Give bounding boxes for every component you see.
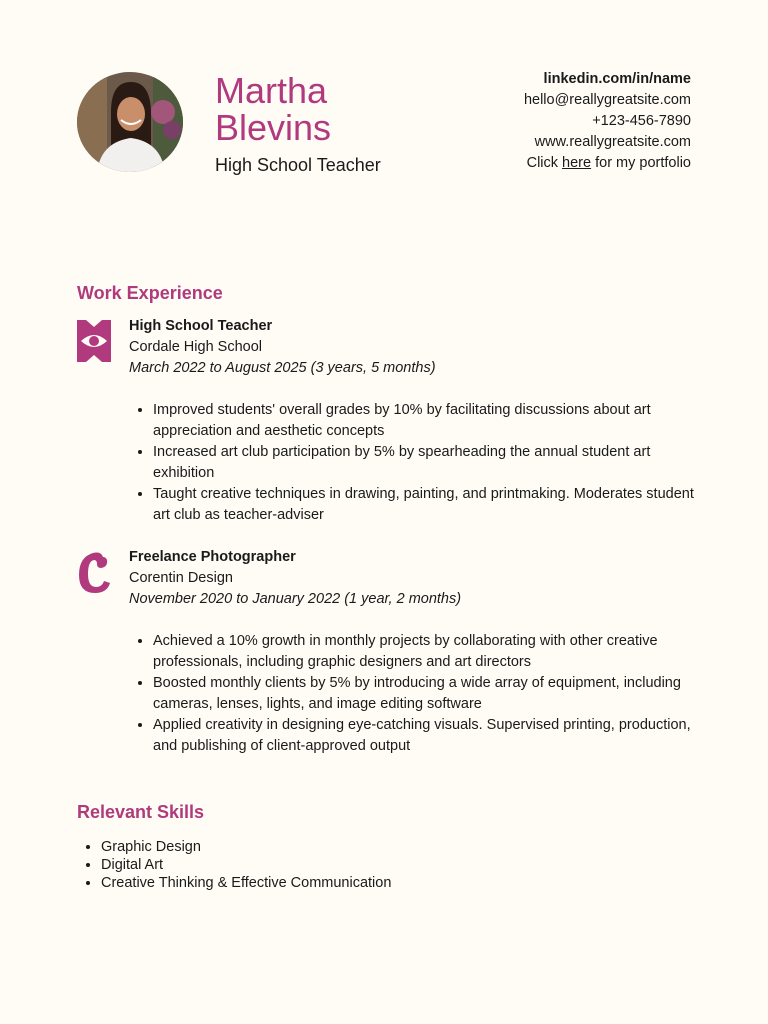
job-bullets	[129, 400, 713, 526]
portfolio-suffix: for my portfolio	[591, 155, 691, 171]
list-item: • Creative Thinking & Effective Communication	[101, 874, 391, 892]
design-logo-icon	[77, 551, 111, 593]
job-dates: November 2020 to January 2022 (1 year, 2 months)	[129, 591, 462, 607]
list-item: • Achieved a 10% growth in monthly projects by collaborating with other creative professionals, including graphic designers and art directors	[153, 631, 713, 673]
linkedin-link[interactable]: linkedin.com/in/name	[543, 71, 691, 87]
relevant-skills-heading: Relevant Skills	[77, 802, 205, 822]
website-link[interactable]: www.reallygreatsite.com	[534, 134, 691, 150]
list-item: • Taught creative techniques in drawing, painting, and printmaking. Moderates student art club as teacher-adviser	[153, 484, 713, 526]
work-experience-heading: Work Experience	[77, 283, 223, 303]
phone-number: +123-456-7890	[592, 113, 691, 129]
first-name: Martha	[215, 70, 328, 111]
list-item: • Digital Art	[101, 856, 391, 874]
list-item: • Improved students' overall grades by 10% by facilitating discussions about art appreciation and aesthetic concepts	[153, 400, 713, 442]
role-subtitle: High School Teacher	[215, 155, 381, 175]
name-heading	[215, 72, 465, 146]
list-item: • Applied creativity in designing eye-catching visuals. Supervised printing, production, and publishing of client-approved output	[153, 715, 713, 757]
portfolio-line	[524, 153, 691, 174]
list-item: • Boosted monthly clients by 5% by introducing a wide array of equipment, including cameras, lenses, lights, and image editing software	[153, 673, 713, 715]
job-company: Cordale High School	[129, 339, 262, 355]
last-name: Blevins	[215, 107, 332, 148]
school-logo-icon	[77, 320, 111, 362]
profile-photo	[77, 72, 183, 172]
job-title: High School Teacher	[129, 318, 273, 334]
portfolio-prefix: Click	[526, 155, 563, 171]
portfolio-link[interactable]: here	[562, 155, 592, 171]
skills-list	[77, 838, 391, 892]
job-title: Freelance Photographer	[129, 549, 296, 565]
job-dates: March 2022 to August 2025 (3 years, 5 months)	[129, 360, 436, 376]
list-item: • Graphic Design	[101, 838, 391, 856]
job-bullets	[129, 631, 713, 757]
job-company: Corentin Design	[129, 570, 233, 586]
email-link[interactable]: hello@reallygreatsite.com	[523, 92, 691, 108]
list-item: • Increased art club participation by 5% by spearheading the annual student art exhibition	[153, 442, 713, 484]
contact-block	[524, 69, 691, 174]
